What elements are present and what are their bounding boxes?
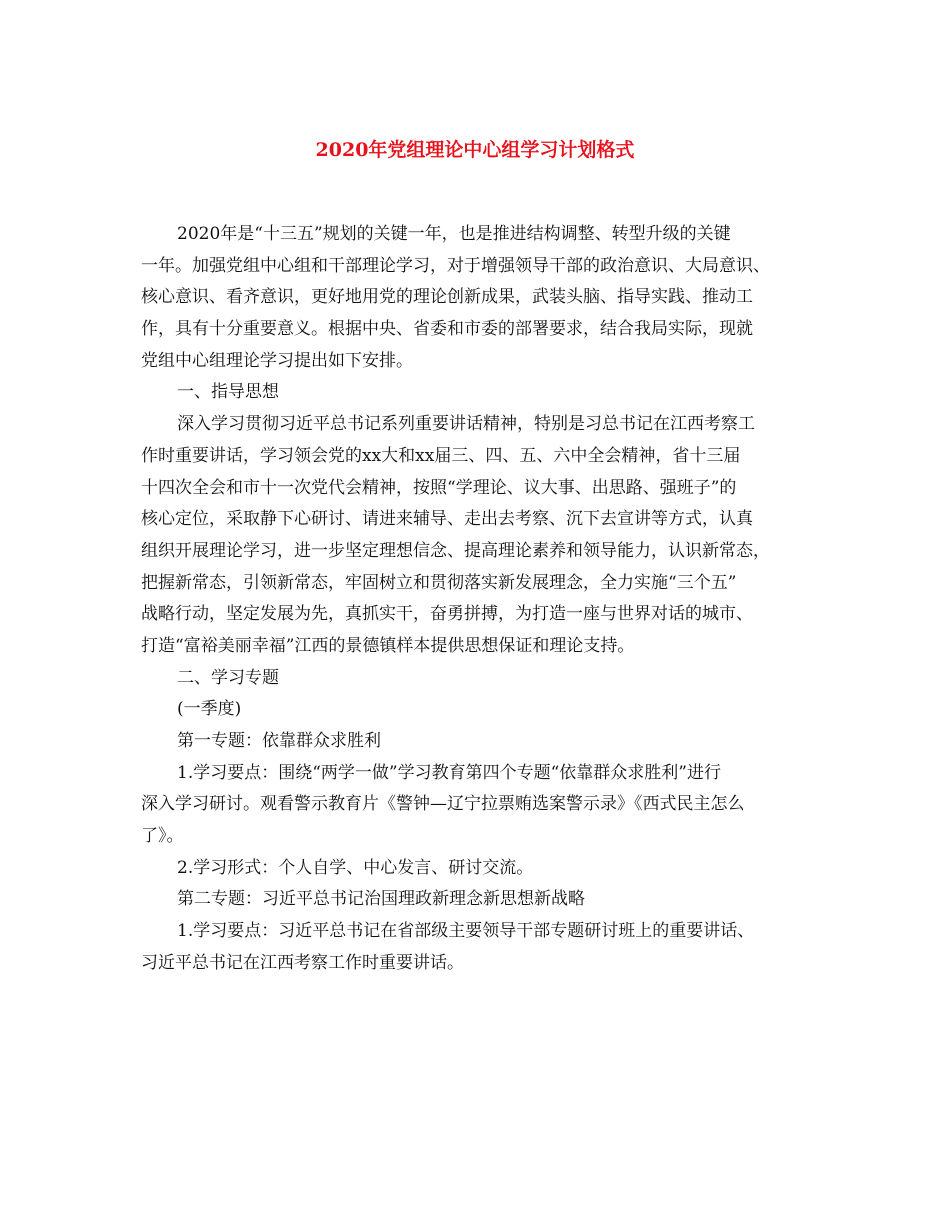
- text-line: 作时重要讲话，学习领会党的xx大和xx届三、四、五、六中全会精神，省十三届: [141, 445, 741, 466]
- text-line: 1.学习要点：习近平总书记在省部级主要领导干部专题研讨班上的重要讲话、: [177, 921, 755, 942]
- text-line: 战略行动，坚定发展为先，真抓实干，奋勇拼搏，为打造一座与世界对话的城市、: [141, 604, 753, 625]
- document-body: [141, 219, 821, 980]
- text-line: 核心意识、看齐意识，更好地用党的理论创新成果，武装头脑、指导实践、推动工: [141, 287, 753, 308]
- text-line: 深入学习贯彻习近平总书记系列重要讲话精神，特别是习总书记在江西考察工: [177, 414, 755, 435]
- text-line: 组织开展理论学习，进一步坚定理想信念、提高理论素养和领导能力，认识新常态，: [141, 540, 770, 561]
- text-line: 二、学习专题: [177, 667, 279, 688]
- text-line: 了》。: [141, 826, 184, 847]
- text-line: 一年。加强党组中心组和干部理论学习，对于增强领导干部的政治意识、大局意识、: [141, 255, 770, 276]
- text-line: 打造“富裕美丽幸福”江西的景德镇样本提供思想保证和理论支持。: [141, 635, 635, 656]
- text-line: 第二专题：习近平总书记治国理政新理念新思想新战略: [177, 889, 585, 910]
- text-line: 习近平总书记在江西考察工作时重要讲话。: [141, 952, 464, 973]
- text-line: 2.学习形式：个人自学、中心发言、研讨交流。: [177, 857, 534, 878]
- text-line: 把握新常态，引领新常态，牢固树立和贯彻落实新发展理念，全力实施“三个五”: [141, 572, 737, 593]
- text-line: 2020年是“十三五”规划的关键一年，也是推进结构调整、转型升级的关键: [177, 224, 731, 244]
- text-line: 作，具有十分重要意义。根据中央、省委和市委的部署要求，结合我局实际，现就: [141, 319, 753, 340]
- text-line: 核心定位，采取静下心研讨、请进来辅导、走出去考察、沉下去宣讲等方式，认真: [141, 509, 753, 530]
- text-line: 深入学习研讨。观看警示教育片《警钟—辽宁拉票贿选案警示录》《西式民主怎么: [141, 794, 745, 815]
- document-title: 2020年党组理论中心组学习计划格式: [315, 139, 635, 161]
- text-line: 一、指导思想: [177, 382, 279, 403]
- text-line: 第一专题：依靠群众求胜利: [177, 731, 381, 751]
- text-line: 十四次全会和市十一次党代会精神，按照“学理论、议大事、出思路、强班子”的: [141, 477, 737, 498]
- text-line: 1.学习要点：围绕“两学一做”学习教育第四个专题“依靠群众求胜利”进行: [177, 762, 721, 783]
- text-line: 党组中心组理论学习提出如下安排。: [141, 350, 413, 371]
- text-line: (一季度): [177, 699, 242, 720]
